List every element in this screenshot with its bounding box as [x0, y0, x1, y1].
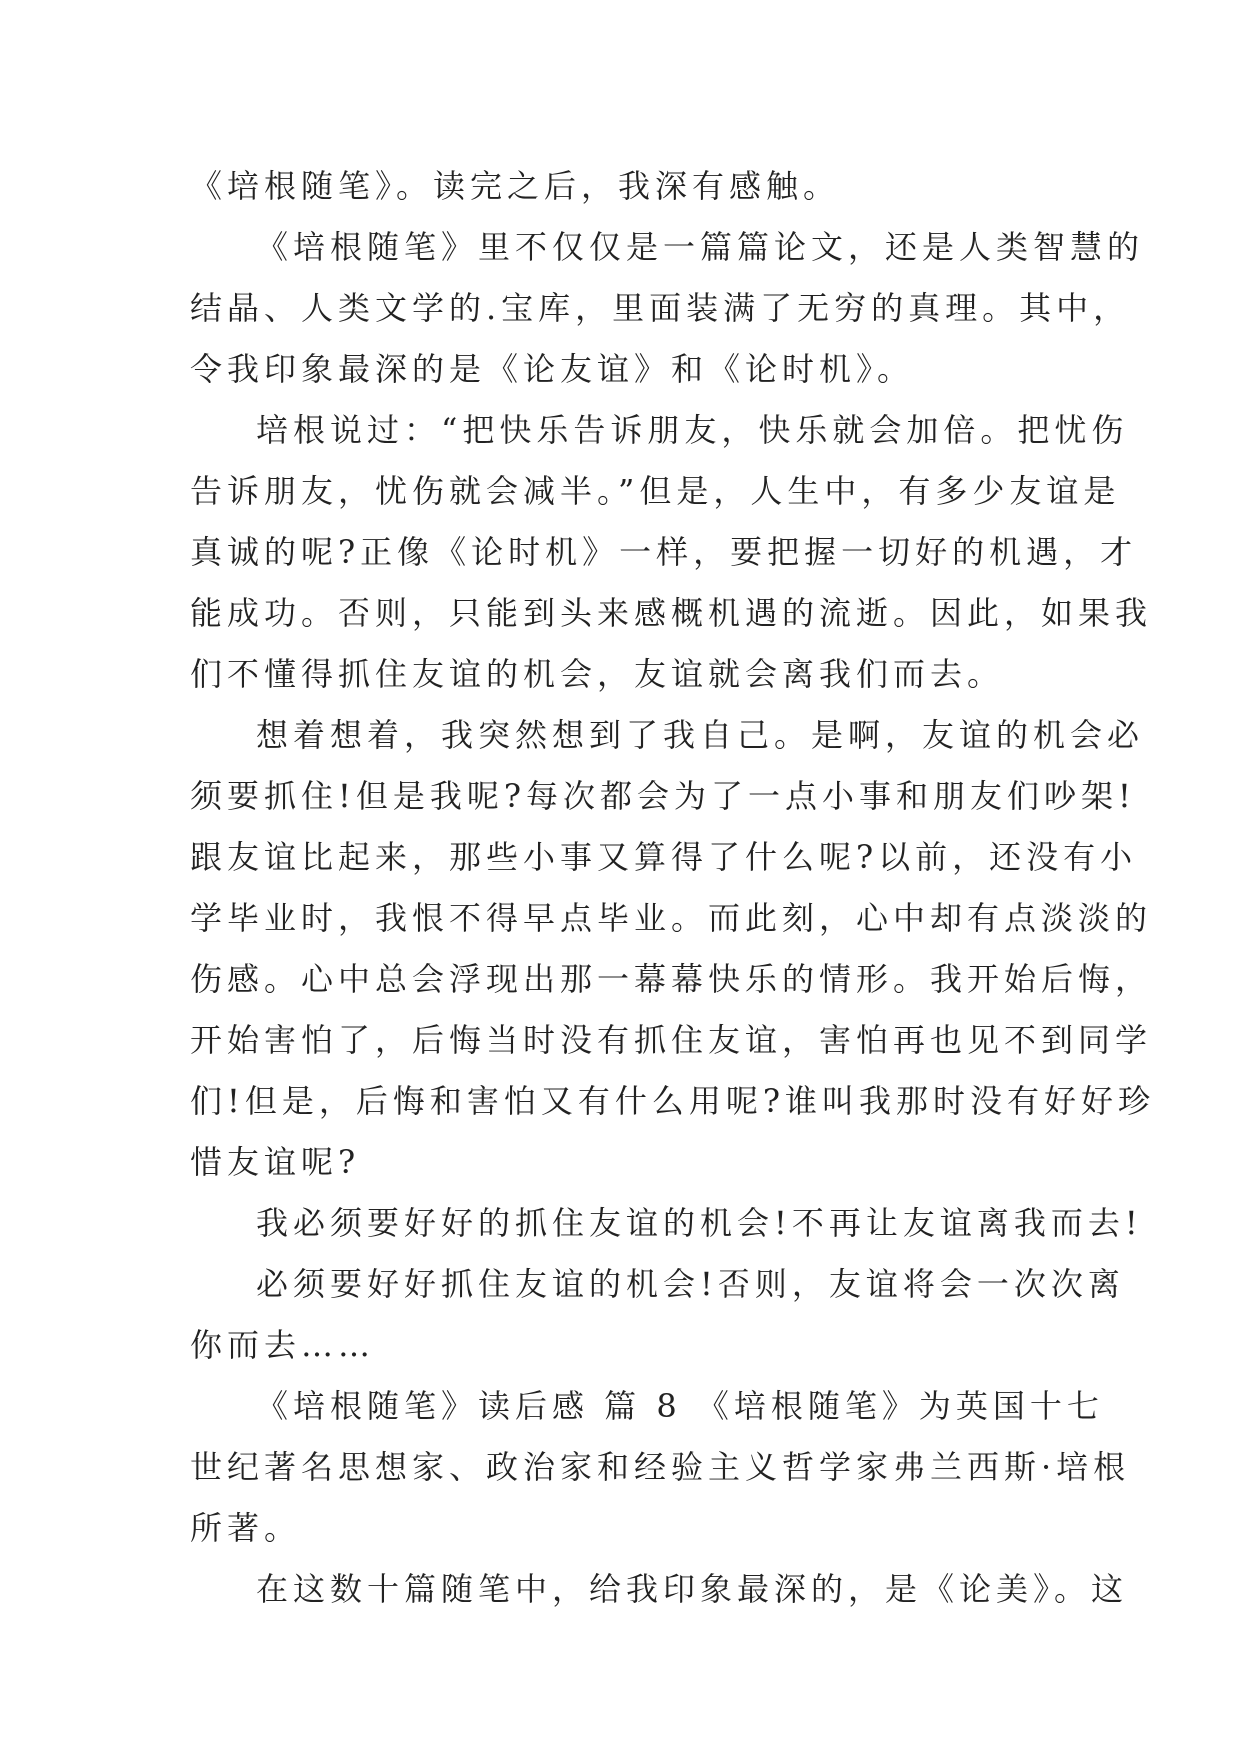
text-line: 跟友谊比起来，那些小事又算得了什么呢?以前，还没有小: [190, 838, 1138, 876]
text-line: 伤感。心中总会浮现出那一幕幕快乐的情形。我开始后悔，: [190, 960, 1153, 998]
text-line: 告诉朋友，忧伤就会减半。”但是，人生中，有多少友谊是: [190, 472, 1121, 510]
text-line: 能成功。否则，只能到头来感概机遇的流逝。因此，如果我: [190, 594, 1153, 632]
text-line: 我必须要好好的抓住友谊的机会!不再让友谊离我而去!: [256, 1204, 1143, 1242]
text-line: 们!但是，后悔和害怕又有什么用呢?谁叫我那时没有好好珍: [190, 1082, 1156, 1120]
text-line: 《培根随笔》读后感 篇 8 《培根随笔》为英国十七: [256, 1387, 1104, 1425]
text-line: 们不懂得抓住友谊的机会，友谊就会离我们而去。: [190, 655, 1005, 693]
text-line: 世纪著名思想家、政治家和经验主义哲学家弗兰西斯·培根: [190, 1448, 1131, 1486]
text-line: 惜友谊呢?: [190, 1143, 361, 1181]
text-line: 所著。: [190, 1509, 302, 1547]
text-line: 《培根随笔》。读完之后，我深有感触。: [190, 167, 841, 205]
text-line: 结晶、人类文学的.宝库，里面装满了无穷的真理。其中，: [190, 289, 1131, 327]
text-line: 令我印象最深的是《论友谊》和《论时机》。: [190, 350, 915, 388]
text-line: 在这数十篇随笔中，给我印象最深的，是《论美》。这: [256, 1570, 1129, 1608]
text-line: 必须要好好抓住友谊的机会!否则，友谊将会一次次离: [256, 1265, 1125, 1303]
text-line: 真诚的呢?正像《论时机》一样，要把握一切好的机遇，才: [190, 533, 1138, 571]
text-line: 想着想着，我突然想到了我自己。是啊，友谊的机会必: [256, 716, 1145, 754]
text-line: 《培根随笔》里不仅仅是一篇篇论文，还是人类智慧的: [256, 228, 1145, 266]
document-body: [190, 156, 1156, 1620]
text-line: 须要抓住!但是我呢?每次都会为了一点小事和朋友们吵架!: [190, 777, 1136, 815]
text-line: 学毕业时，我恨不得早点毕业。而此刻，心中却有点淡淡的: [190, 899, 1153, 937]
text-line: 培根说过：“把快乐告诉朋友，快乐就会加倍。把忧伤: [256, 411, 1129, 449]
text-line: 开始害怕了，后悔当时没有抓住友谊，害怕再也见不到同学: [190, 1021, 1153, 1059]
text-line: 你而去……: [190, 1326, 376, 1364]
